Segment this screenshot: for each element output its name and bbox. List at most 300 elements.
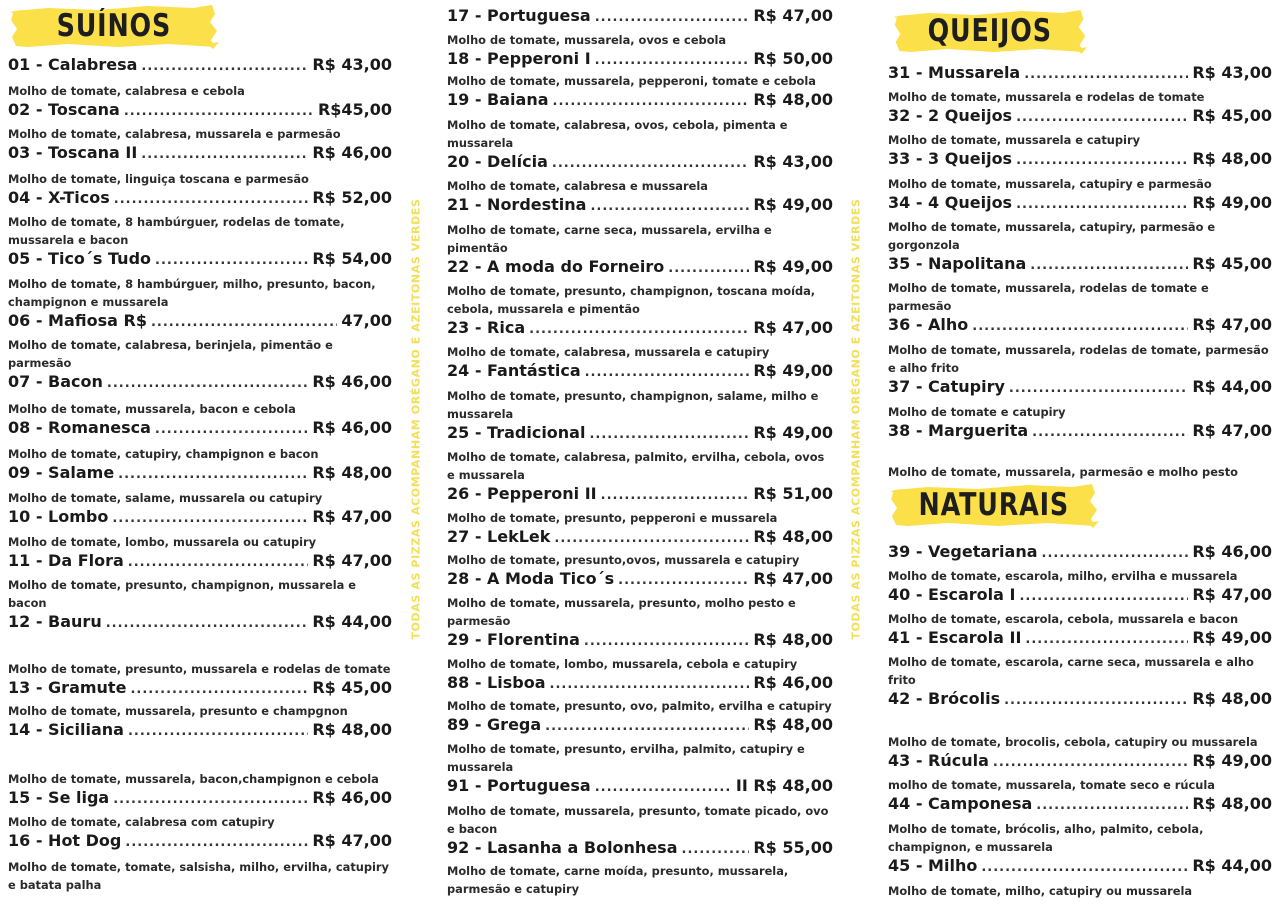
item-title-line bbox=[888, 856, 1272, 877]
item-price: R$ 48,00 bbox=[753, 630, 833, 649]
dot-leader bbox=[155, 420, 308, 439]
item-price: R$ 47,00 bbox=[312, 831, 392, 850]
menu-item bbox=[447, 152, 833, 195]
item-price: R$ 47,00 bbox=[1192, 315, 1272, 334]
item-description: Molho de tomate, catupiry, champignon e bacon bbox=[8, 447, 319, 461]
item-price: R$ 48,00 bbox=[1192, 689, 1272, 708]
item-description: Molho de tomate, presunto,ovos, mussarela e catupiry bbox=[447, 553, 800, 567]
item-price: R$ 45,00 bbox=[1192, 254, 1272, 273]
item-description: Molho de tomate, presunto, ovo, palmito, ervilha e catupiry bbox=[447, 699, 832, 713]
menu-item bbox=[447, 630, 833, 673]
item-price: R$ 48,00 bbox=[312, 463, 392, 482]
dot-leader bbox=[590, 197, 749, 216]
item-name: 34 - 4 Queijos bbox=[888, 193, 1013, 212]
item-description: Molho de tomate, escarola, cebola, mussarela e bacon bbox=[888, 612, 1239, 626]
menu-item bbox=[447, 484, 833, 527]
item-title-line bbox=[888, 751, 1272, 772]
menu-item bbox=[8, 678, 392, 720]
item-title-line bbox=[447, 630, 833, 651]
item-title-line bbox=[8, 463, 392, 484]
dot-leader bbox=[107, 374, 308, 393]
menu-item bbox=[8, 100, 392, 143]
item-price: R$ 49,00 bbox=[1192, 628, 1272, 647]
side-note: TODAS AS PIZZAS ACOMPANHAM ORÉGANO E AZEITONAS VERDES bbox=[409, 198, 423, 640]
menu-item bbox=[8, 788, 392, 831]
menu-list-queijos bbox=[888, 63, 1272, 481]
item-price: R$ 45,00 bbox=[1192, 106, 1272, 125]
item-name: 13 - Gramute bbox=[8, 678, 127, 697]
item-description: Molho de tomate, mussarela, bacon e cebola bbox=[8, 402, 296, 416]
item-description: Molho de tomate, salame, mussarela ou catupiry bbox=[8, 491, 323, 505]
item-name: 07 - Bacon bbox=[8, 372, 103, 391]
dot-leader bbox=[114, 190, 309, 209]
item-price: R$ 47,00 bbox=[753, 6, 833, 25]
item-price: R$ 49,00 bbox=[753, 423, 833, 442]
dot-leader bbox=[1024, 65, 1188, 84]
dot-leader bbox=[585, 363, 750, 382]
item-price: R$ 48,00 bbox=[1192, 149, 1272, 168]
dot-leader bbox=[141, 145, 308, 164]
item-title-line bbox=[8, 551, 392, 572]
item-price: R$ 47,00 bbox=[1192, 585, 1272, 604]
item-description: Molho de tomate, mussarela, presunto, tomate picado, ovo e bacon bbox=[447, 804, 829, 836]
menu-item bbox=[8, 55, 392, 100]
item-name: 16 - Hot Dog bbox=[8, 831, 122, 850]
item-title-line bbox=[888, 421, 1272, 442]
menu-item bbox=[447, 838, 833, 898]
item-title-line bbox=[888, 585, 1272, 606]
item-price: R$ 43,00 bbox=[753, 152, 833, 171]
menu-item bbox=[8, 507, 392, 551]
menu-item bbox=[888, 377, 1272, 421]
menu-item bbox=[888, 63, 1272, 106]
item-description: Molho de tomate, milho, catupiry ou mussarela bbox=[888, 884, 1193, 898]
dot-leader bbox=[552, 154, 749, 173]
item-description: Molho de tomate, linguiça toscana e parmesão bbox=[8, 172, 309, 186]
item-title-line bbox=[888, 315, 1272, 336]
item-title-line bbox=[8, 55, 392, 76]
section-title: SUÍNOS bbox=[56, 8, 172, 44]
item-title-line bbox=[8, 188, 392, 209]
menu-item bbox=[888, 856, 1272, 900]
item-price: R$ 46,00 bbox=[753, 673, 833, 692]
item-name: 10 - Lombo bbox=[8, 507, 109, 526]
item-description: Molho de tomate, calabresa, ovos, cebola, pimenta e mussarela bbox=[447, 118, 788, 150]
item-title-line bbox=[447, 152, 833, 173]
item-title-line bbox=[8, 143, 392, 164]
item-description: molho de tomate, mussarela, tomate seco e rúcula bbox=[888, 778, 1215, 792]
item-title-line bbox=[888, 377, 1272, 398]
item-description: Molho de tomate, presunto, champignon, salame, milho e mussarela bbox=[447, 389, 819, 421]
menu-item bbox=[8, 372, 392, 418]
item-name: 91 - Portuguesa bbox=[447, 776, 591, 795]
section-title: NATURAIS bbox=[918, 487, 1070, 523]
item-price: R$ 46,00 bbox=[312, 788, 392, 807]
item-price: II R$ 48,00 bbox=[735, 776, 833, 795]
dot-leader bbox=[151, 313, 337, 332]
item-description: Molho de tomate, 8 hambúrguer, milho, presunto, bacon, champignon e mussarela bbox=[8, 277, 376, 309]
item-price: R$ 48,00 bbox=[753, 715, 833, 734]
item-price: R$ 48,00 bbox=[753, 527, 833, 546]
menu-item bbox=[8, 418, 392, 463]
item-name: 37 - Catupiry bbox=[888, 377, 1005, 396]
item-name: 32 - 2 Queijos bbox=[888, 106, 1013, 125]
item-title-line bbox=[8, 788, 392, 809]
menu-list-naturais bbox=[888, 542, 1272, 900]
item-name: 21 - Nordestina bbox=[447, 195, 587, 214]
item-title-line bbox=[888, 542, 1272, 563]
item-description: Molho de tomate, mussarela, presunto, molho pesto e parmesão bbox=[447, 596, 796, 628]
dot-leader bbox=[993, 753, 1188, 772]
section-title: QUEIJOS bbox=[927, 13, 1053, 49]
item-price: R$ 50,00 bbox=[753, 49, 833, 68]
dot-leader bbox=[1004, 691, 1188, 710]
item-description: Molho de tomate, presunto, mussarela e rodelas de tomate bbox=[8, 662, 391, 676]
item-price: R$ 44,00 bbox=[1192, 377, 1272, 396]
item-name: 35 - Napolitana bbox=[888, 254, 1027, 273]
item-price: R$ 49,00 bbox=[753, 195, 833, 214]
item-price: 47,00 bbox=[341, 311, 392, 330]
menu-item bbox=[8, 551, 392, 612]
item-title-line bbox=[447, 6, 833, 27]
item-name: 15 - Se liga bbox=[8, 788, 110, 807]
menu-item bbox=[888, 149, 1272, 193]
item-description: Molho de tomate, calabresa, berinjela, pimentão e parmesão bbox=[8, 338, 333, 370]
menu-item bbox=[447, 423, 833, 484]
item-description: Molho de tomate, mussarela, presunto e champgnon bbox=[8, 704, 348, 718]
item-name: 39 - Vegetariana bbox=[888, 542, 1038, 561]
dot-leader bbox=[618, 571, 749, 590]
item-price: R$ 47,00 bbox=[753, 569, 833, 588]
item-description: Molho de tomate, 8 hambúrguer, rodelas de tomate, mussarela e bacon bbox=[8, 215, 345, 247]
item-title-line bbox=[447, 715, 833, 736]
item-description: Molho de tomate, brócolis, alho, palmito, cebola, champignon, e mussarela bbox=[888, 822, 1204, 854]
item-description: Molho de tomate, mussarela, parmesão e molho pesto bbox=[888, 465, 1238, 479]
item-price: R$ 51,00 bbox=[753, 484, 833, 503]
item-title-line bbox=[888, 628, 1272, 649]
item-title-line bbox=[447, 195, 833, 216]
dot-leader bbox=[682, 840, 750, 859]
item-title-line bbox=[447, 776, 833, 797]
item-title-line bbox=[447, 838, 833, 859]
item-description: Molho de tomate, presunto, champignon, toscana moída, cebola, mussarela e pimentão bbox=[447, 284, 816, 316]
item-name: 27 - LekLek bbox=[447, 527, 551, 546]
item-description: Molho de tomate, mussarela, bacon,champignon e cebola bbox=[8, 772, 379, 786]
menu-item bbox=[8, 143, 392, 188]
dot-leader bbox=[550, 675, 750, 694]
item-description: Molho de tomate, carne seca, mussarela, ervilha e pimentão bbox=[447, 223, 772, 255]
dot-leader bbox=[595, 778, 732, 797]
menu-item bbox=[447, 318, 833, 361]
item-description: Molho de tomate, mussarela, catupiry, parmesão e gorgonzola bbox=[888, 220, 1216, 252]
item-price: R$ 48,00 bbox=[312, 720, 392, 739]
item-name: 40 - Escarola I bbox=[888, 585, 1016, 604]
item-name: 01 - Calabresa bbox=[8, 55, 138, 74]
menu-item bbox=[888, 106, 1272, 149]
item-name: 09 - Salame bbox=[8, 463, 115, 482]
menu-item bbox=[8, 612, 392, 678]
menu-item bbox=[447, 195, 833, 257]
menu-item bbox=[447, 715, 833, 776]
item-title-line bbox=[888, 794, 1272, 815]
item-price: R$ 44,00 bbox=[312, 612, 392, 631]
dot-leader bbox=[1030, 256, 1188, 275]
item-title-line bbox=[888, 689, 1272, 710]
item-price: R$ 46,00 bbox=[312, 372, 392, 391]
item-description: Molho de tomate, tomate, salsisha, milho, ervilha, catupiry e batata palha bbox=[8, 860, 389, 892]
item-description: Molho de tomate, carne moída, presunto, mussarela, parmesão e catupiry bbox=[447, 864, 789, 896]
item-title-line bbox=[447, 423, 833, 444]
item-price: R$ 49,00 bbox=[1192, 751, 1272, 770]
dot-leader bbox=[1009, 379, 1188, 398]
item-description: Molho de tomate, calabresa, mussarela e catupiry bbox=[447, 345, 770, 359]
item-description: Molho de tomate, mussarela e catupiry bbox=[888, 133, 1141, 147]
item-name: 38 - Marguerita bbox=[888, 421, 1029, 440]
item-title-line bbox=[888, 254, 1272, 275]
item-description: Molho de tomate, brocolis, cebola, catupiry ou mussarela bbox=[888, 735, 1258, 749]
item-title-line bbox=[447, 49, 833, 70]
dot-leader bbox=[1032, 423, 1188, 442]
side-note: TODAS AS PIZZAS ACOMPANHAM ORÉGANO E AZEITONAS VERDES bbox=[849, 198, 863, 640]
item-description: Molho de tomate, mussarela, rodelas de tomate e parmesão bbox=[888, 281, 1209, 313]
dot-leader bbox=[595, 51, 750, 70]
item-name: 03 - Toscana II bbox=[8, 143, 138, 162]
item-description: Molho de tomate, presunto, champignon, mussarela e bacon bbox=[8, 578, 356, 610]
dot-leader bbox=[529, 320, 749, 339]
item-name: 29 - Florentina bbox=[447, 630, 580, 649]
menu-item bbox=[8, 720, 392, 788]
menu-item bbox=[447, 6, 833, 49]
section-header-queijos bbox=[892, 7, 1088, 55]
dot-leader bbox=[141, 57, 308, 76]
item-title-line bbox=[8, 418, 392, 439]
menu-item bbox=[888, 689, 1272, 751]
item-title-line bbox=[8, 100, 392, 121]
item-description: Molho de tomate, presunto, ervilha, palmito, catupiry e mussarela bbox=[447, 742, 805, 774]
menu-item bbox=[447, 49, 833, 90]
item-name: 45 - Milho bbox=[888, 856, 978, 875]
item-price: R$ 45,00 bbox=[312, 678, 392, 697]
item-title-line bbox=[8, 678, 392, 699]
item-name: 28 - A Moda Tico´s bbox=[447, 569, 615, 588]
item-description: Molho de tomate, escarola, carne seca, mussarela e alho frito bbox=[888, 655, 1254, 687]
dot-leader bbox=[668, 259, 749, 278]
dot-leader bbox=[124, 102, 314, 121]
item-description: Molho de tomate, lombo, mussarela, cebola e catupiry bbox=[447, 657, 798, 671]
item-title-line bbox=[8, 720, 392, 741]
item-price: R$ 46,00 bbox=[312, 418, 392, 437]
item-name: 17 - Portuguesa bbox=[447, 6, 591, 25]
item-price: R$ 48,00 bbox=[1192, 794, 1272, 813]
item-name: 44 - Camponesa bbox=[888, 794, 1033, 813]
item-name: 43 - Rúcula bbox=[888, 751, 989, 770]
menu-item bbox=[8, 249, 392, 311]
item-price: R$ 49,00 bbox=[1192, 193, 1272, 212]
dot-leader bbox=[545, 717, 749, 736]
dot-leader bbox=[1036, 796, 1188, 815]
item-price: R$ 47,00 bbox=[753, 318, 833, 337]
item-title-line bbox=[8, 831, 392, 852]
dot-leader bbox=[972, 317, 1188, 336]
dot-leader bbox=[595, 8, 750, 27]
item-price: R$ 44,00 bbox=[1192, 856, 1272, 875]
dot-leader bbox=[125, 833, 308, 852]
menu-item bbox=[888, 794, 1272, 856]
item-price: R$ 43,00 bbox=[1192, 63, 1272, 82]
item-price: R$ 46,00 bbox=[312, 143, 392, 162]
item-description: Molho de tomate, calabresa com catupiry bbox=[8, 815, 275, 829]
dot-leader bbox=[1042, 544, 1189, 563]
item-title-line bbox=[447, 484, 833, 505]
menu-item bbox=[8, 188, 392, 249]
dot-leader bbox=[130, 680, 308, 699]
item-title-line bbox=[447, 569, 833, 590]
item-description: Molho de tomate, escarola, milho, ervilha e mussarela bbox=[888, 569, 1238, 583]
item-title-line bbox=[8, 311, 392, 332]
item-price: R$ 47,00 bbox=[1192, 421, 1272, 440]
dot-leader bbox=[554, 529, 749, 548]
item-name: 88 - Lisboa bbox=[447, 673, 546, 692]
item-title-line bbox=[447, 90, 833, 111]
item-price: R$ 49,00 bbox=[753, 257, 833, 276]
item-price: R$ 47,00 bbox=[312, 507, 392, 526]
menu-item bbox=[8, 831, 392, 894]
dot-leader bbox=[1019, 587, 1188, 606]
item-description: Molho de tomate, presunto, pepperoni e mussarela bbox=[447, 511, 778, 525]
item-name: 20 - Delícia bbox=[447, 152, 548, 171]
item-description: Molho de tomate, mussarela e rodelas de tomate bbox=[888, 90, 1205, 104]
menu-item bbox=[447, 257, 833, 318]
item-description: Molho de tomate, mussarela, rodelas de tomate, parmesão e alho frito bbox=[888, 343, 1269, 375]
item-name: 41 - Escarola II bbox=[888, 628, 1022, 647]
item-name: 31 - Mussarela bbox=[888, 63, 1021, 82]
dot-leader bbox=[112, 509, 308, 528]
dot-leader bbox=[1016, 151, 1188, 170]
item-name: 02 - Toscana bbox=[8, 100, 120, 119]
menu-item bbox=[888, 542, 1272, 585]
item-price: R$45,00 bbox=[317, 100, 392, 119]
menu-item bbox=[447, 90, 833, 152]
item-name: 25 - Tradicional bbox=[447, 423, 586, 442]
dot-leader bbox=[584, 632, 749, 651]
menu-item bbox=[8, 311, 392, 372]
item-title-line bbox=[447, 361, 833, 382]
item-name: 33 - 3 Queijos bbox=[888, 149, 1013, 168]
dot-leader bbox=[1016, 195, 1188, 214]
section-header-suinos bbox=[8, 2, 220, 50]
item-price: R$ 47,00 bbox=[312, 551, 392, 570]
item-name: 06 - Mafiosa R$ bbox=[8, 311, 147, 330]
item-description: Molho de tomate, mussarela, catupiry e parmesão bbox=[888, 177, 1212, 191]
dot-leader bbox=[155, 251, 308, 270]
item-description: Molho de tomate e catupiry bbox=[888, 405, 1066, 419]
dot-leader bbox=[1016, 108, 1188, 127]
menu-item bbox=[888, 254, 1272, 315]
item-name: 19 - Baiana bbox=[447, 90, 549, 109]
item-description: Molho de tomate, mussarela, pepperoni, tomate e cebola bbox=[447, 74, 816, 88]
dot-leader bbox=[589, 425, 749, 444]
dot-leader bbox=[601, 486, 750, 505]
item-name: 11 - Da Flora bbox=[8, 551, 124, 570]
item-name: 23 - Rica bbox=[447, 318, 526, 337]
menu-list-middle bbox=[447, 6, 833, 898]
menu-item bbox=[447, 673, 833, 715]
item-name: 24 - Fantástica bbox=[447, 361, 581, 380]
menu-list-suinos bbox=[8, 55, 392, 894]
item-description: Molho de tomate, calabresa e cebola bbox=[8, 84, 245, 98]
dot-leader bbox=[128, 722, 308, 741]
menu-item bbox=[888, 628, 1272, 689]
item-name: 14 - Siciliana bbox=[8, 720, 124, 739]
item-title-line bbox=[8, 507, 392, 528]
item-price: R$ 52,00 bbox=[312, 188, 392, 207]
item-title-line bbox=[888, 63, 1272, 84]
menu-item bbox=[888, 751, 1272, 794]
item-name: 18 - Pepperoni I bbox=[447, 49, 591, 68]
menu-item bbox=[447, 569, 833, 630]
menu-item bbox=[888, 315, 1272, 377]
menu-item bbox=[447, 361, 833, 423]
item-name: 08 - Romanesca bbox=[8, 418, 151, 437]
dot-leader bbox=[106, 614, 309, 633]
item-name: 12 - Bauru bbox=[8, 612, 102, 631]
item-name: 36 - Alho bbox=[888, 315, 969, 334]
dot-leader bbox=[118, 465, 308, 484]
item-title-line bbox=[8, 249, 392, 270]
dot-leader bbox=[1025, 630, 1188, 649]
dot-leader bbox=[981, 858, 1188, 877]
item-title-line bbox=[888, 149, 1272, 170]
item-description: Molho de tomate, calabresa, mussarela e parmesão bbox=[8, 127, 341, 141]
item-title-line bbox=[447, 673, 833, 694]
menu-item bbox=[447, 527, 833, 569]
item-title-line bbox=[8, 372, 392, 393]
item-description: Molho de tomate, mussarela, ovos e cebola bbox=[447, 33, 727, 47]
dot-leader bbox=[128, 553, 309, 572]
item-price: R$ 43,00 bbox=[312, 55, 392, 74]
item-name: 04 - X-Ticos bbox=[8, 188, 110, 207]
item-title-line bbox=[447, 318, 833, 339]
item-title-line bbox=[888, 106, 1272, 127]
item-price: R$ 55,00 bbox=[753, 838, 833, 857]
item-name: 26 - Pepperoni II bbox=[447, 484, 597, 503]
menu-item bbox=[888, 193, 1272, 254]
dot-leader bbox=[113, 790, 308, 809]
item-description: Molho de tomate, lombo, mussarela ou catupiry bbox=[8, 535, 317, 549]
item-price: R$ 46,00 bbox=[1192, 542, 1272, 561]
dot-leader bbox=[553, 92, 750, 111]
item-title-line bbox=[888, 193, 1272, 214]
item-name: 89 - Grega bbox=[447, 715, 542, 734]
item-name: 42 - Brócolis bbox=[888, 689, 1001, 708]
item-name: 92 - Lasanha a Bolonhesa bbox=[447, 838, 678, 857]
section-header-naturais bbox=[888, 481, 1100, 529]
item-description: Molho de tomate, calabresa, palmito, ervilha, cebola, ovos e mussarela bbox=[447, 450, 825, 482]
item-name: 05 - Tico´s Tudo bbox=[8, 249, 152, 268]
item-description: Molho de tomate, calabresa e mussarela bbox=[447, 179, 708, 193]
item-name: 22 - A moda do Forneiro bbox=[447, 257, 665, 276]
item-title-line bbox=[447, 527, 833, 548]
menu-item bbox=[447, 776, 833, 838]
item-price: R$ 48,00 bbox=[753, 90, 833, 109]
menu-item bbox=[8, 463, 392, 507]
item-title-line bbox=[447, 257, 833, 278]
menu-item bbox=[888, 585, 1272, 628]
item-title-line bbox=[8, 612, 392, 633]
item-price: R$ 49,00 bbox=[753, 361, 833, 380]
item-price: R$ 54,00 bbox=[312, 249, 392, 268]
menu-item bbox=[888, 421, 1272, 481]
